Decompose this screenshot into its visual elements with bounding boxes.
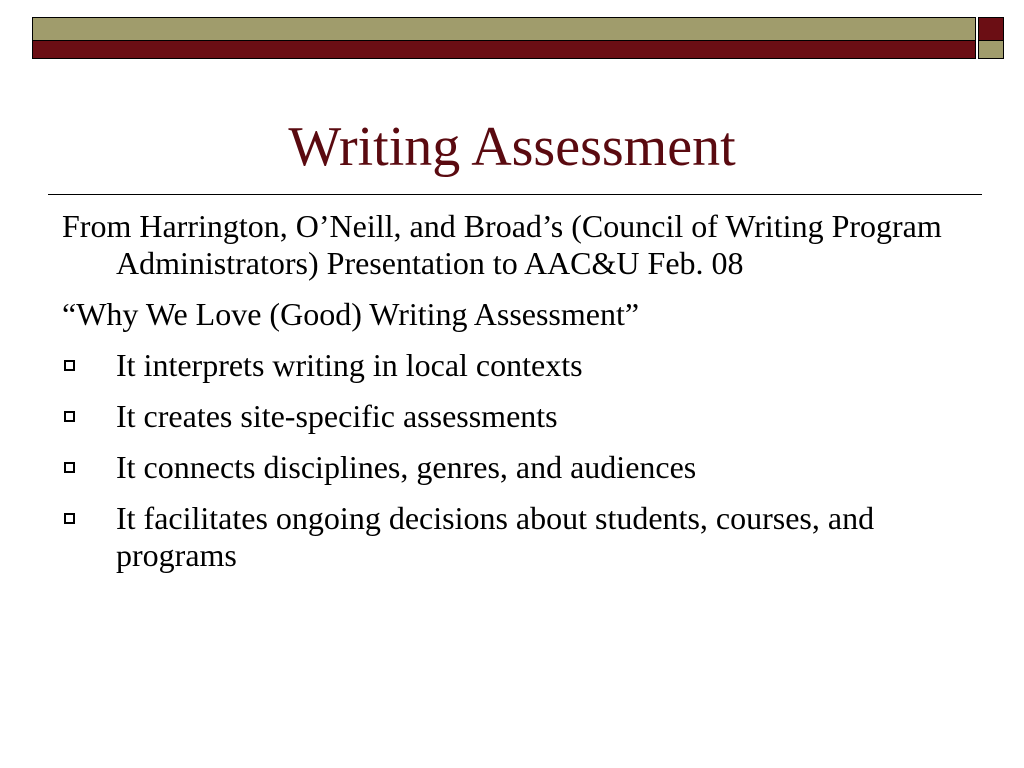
header-bar-maroon xyxy=(32,41,976,59)
header-square-maroon xyxy=(978,17,1004,41)
quote-heading: “Why We Love (Good) Writing Assessment” xyxy=(62,296,640,332)
source-paragraph: From Harrington, O’Neill, and Broad’s (Council of Writing Program Administrators) Presentation to AAC&U Feb. 08 xyxy=(62,208,942,281)
hollow-square-bullet-icon xyxy=(64,513,75,524)
hollow-square-bullet-icon xyxy=(64,411,75,422)
bullet-text: It creates site-specific assessments xyxy=(116,398,558,434)
slide-body xyxy=(62,208,962,588)
header-bar-olive xyxy=(32,17,976,41)
bullet-text: It interprets writing in local contexts xyxy=(116,347,583,383)
title-divider xyxy=(48,194,982,195)
bullet-item xyxy=(62,398,962,435)
bullet-text: It facilitates ongoing decisions about students, courses, and programs xyxy=(116,500,875,573)
slide-title: Writing Assessment xyxy=(288,116,736,178)
hollow-square-bullet-icon xyxy=(64,462,75,473)
hollow-square-bullet-icon xyxy=(64,360,75,371)
bullet-item xyxy=(62,500,962,574)
bullet-item xyxy=(62,347,962,384)
header-square-olive xyxy=(978,41,1004,59)
bullet-text: It connects disciplines, genres, and audiences xyxy=(116,449,697,485)
bullet-item xyxy=(62,449,962,486)
